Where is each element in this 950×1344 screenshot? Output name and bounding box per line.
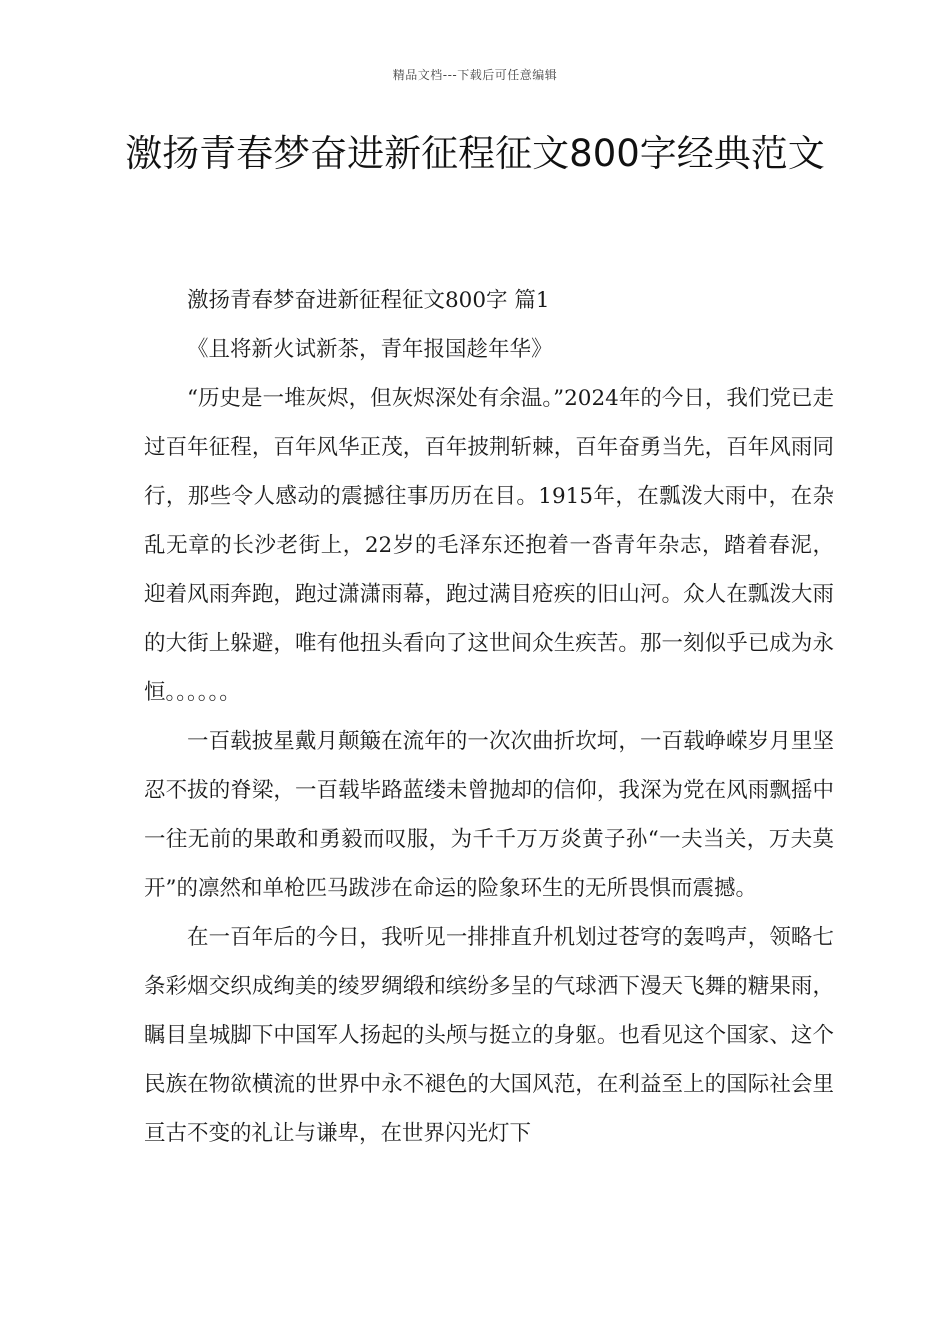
section-heading: 激扬青春梦奋进新征程征文800字 篇1	[187, 288, 550, 313]
body-paragraph: 一百载披星戴月颠簸在流年的一次次曲折坎坷，一百载峥嵘岁月里坚忍不拔的脊梁，一百载毕路蓝缕未曾抛却的信仰，我深为党在风雨飘摇中一往无前的果敢和勇毅而叹服，为千千万万炎黄子孙“一夫当关，万夫莫开”的凛然和单枪匹马跋涉在命运的险象环生的无所畏惧而震撼。	[144, 729, 834, 901]
page-header: 精品文档---下载后可任意编辑	[392, 68, 558, 82]
essay-subtitle: 《且将新火试新茶，青年报国趁年华》	[187, 337, 553, 362]
document-body	[144, 276, 834, 1158]
body-paragraph: “历史是一堆灰烬，但灰烬深处有余温。”2024年的今日，我们党已走过百年征程，百年风华正茂，百年披荆斩棘，百年奋勇当先，百年风雨同行，那些令人感动的震撼往事历历在目。1915年，在瓢泼大雨中，在杂乱无章的长沙老街上，22岁的毛泽东还抱着一沓青年杂志，踏着春泥，迎着风雨奔跑，跑过潇潇雨幕，跑过满目疮疾的旧山河。众人在瓢泼大雨的大街上躲避，唯有他扭头看向了这世间众生疾苦。那一刻似乎已成为永恒。。。。。。	[144, 386, 834, 705]
body-paragraph: 在一百年后的今日，我听见一排排直升机划过苍穹的轰鸣声，领略七条彩烟交织成绚美的绫罗绸缎和缤纷多呈的气球洒下漫天飞舞的糖果雨，瞩目皇城脚下中国军人扬起的头颅与挺立的身躯。也看见这个国家、这个民族在物欲横流的世界中永不褪色的大国风范，在利益至上的国际社会里亘古不变的礼让与谦卑，在世界闪光灯下	[144, 925, 834, 1146]
document-title: 激扬青春梦奋进新征程征文800字经典范文	[125, 132, 825, 175]
